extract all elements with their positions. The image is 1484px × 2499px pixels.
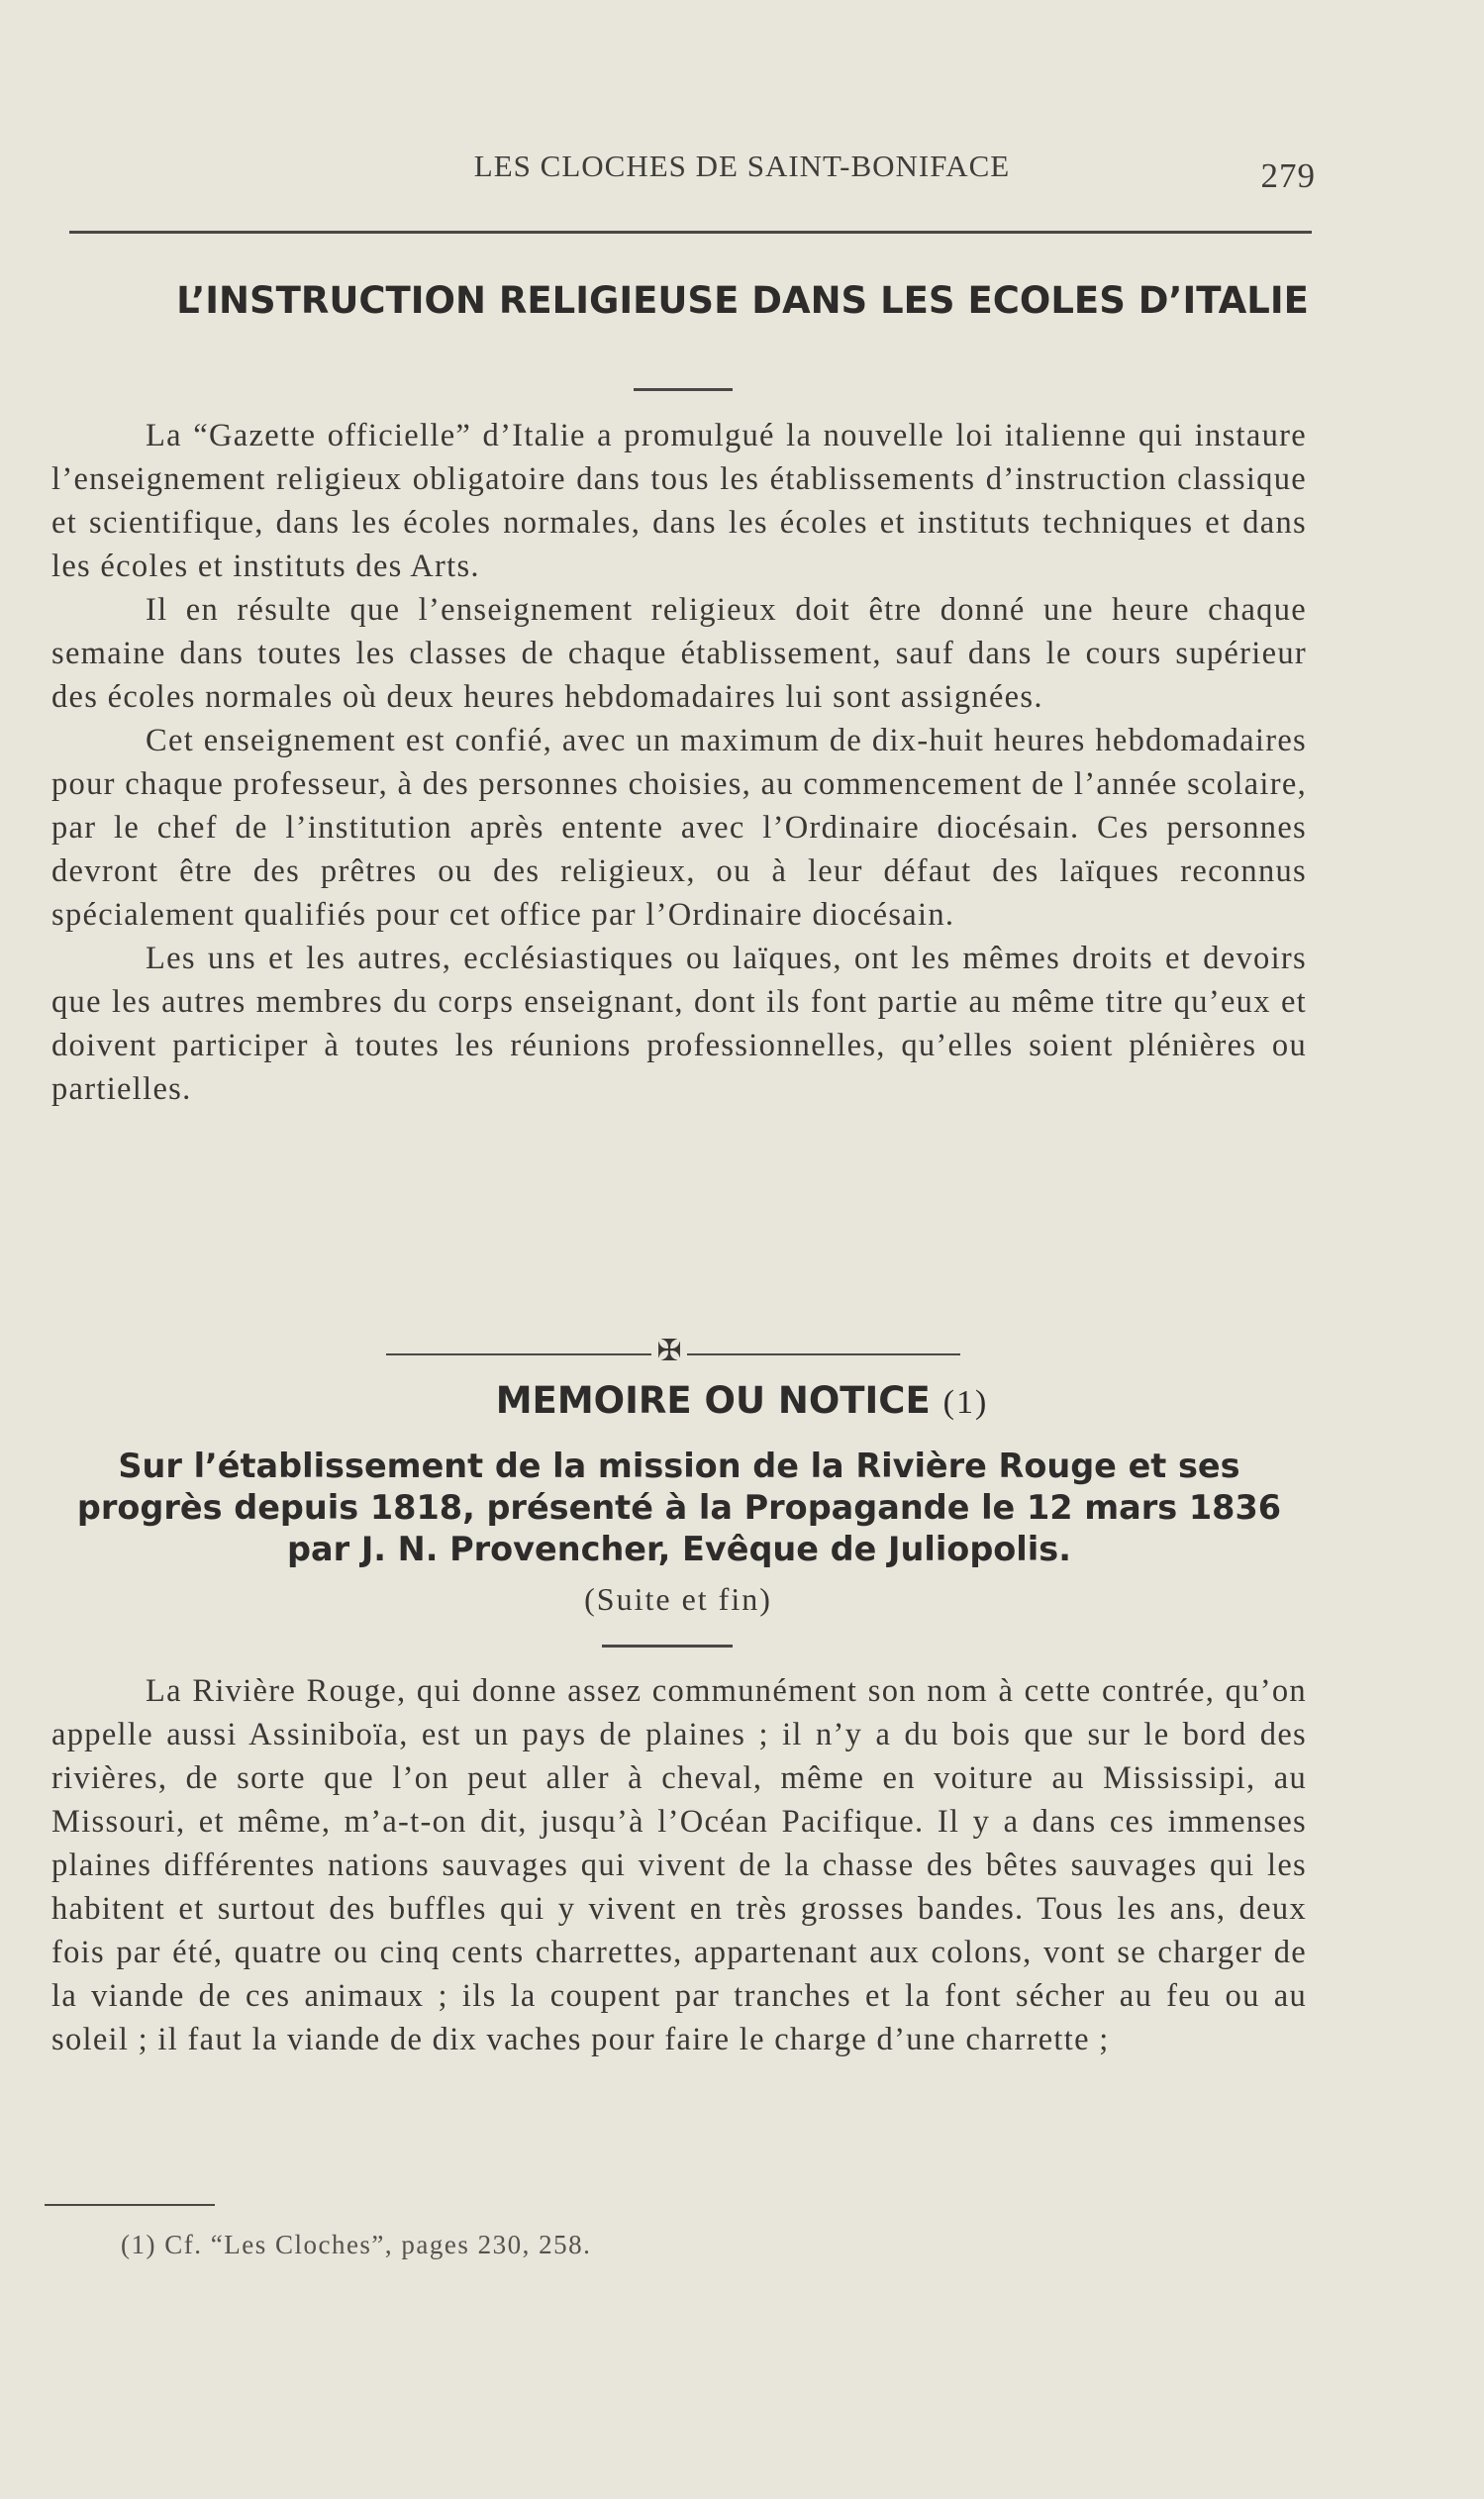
paragraph: Cet enseignement est confié, avec un maximum de dix-huit heures hebdomadaires pour chaque professeur, à des personnes choisies, au commencement de l’année scolaire, par le chef de l’institution après entente avec l’Ordinaire diocésain. Ces personnes devront être des prêtres ou des religieux, ou à leur défaut des laïques reconnus spécialement qualifiés pour cet office par l’Ordinaire diocésain. xyxy=(51,723,1307,933)
article-body xyxy=(51,414,1307,1111)
page-number: 279 xyxy=(1260,156,1316,195)
divider-line-left xyxy=(386,1353,651,1355)
subtitle-rule xyxy=(602,1645,733,1648)
paragraph: Les uns et les autres, ecclésiastiques ou laïques, ont les mêmes droits et devoirs que les autres membres du corps enseignant, dont ils font partie au même titre qu’eux et doivent participer à toutes les réunions professionnelles, qu’elles soient plénières ou partielles. xyxy=(51,941,1307,1107)
paragraph: La “Gazette officielle” d’Italie a promulgué la nouvelle loi italienne qui instaure l’enseignement religieux obligatoire dans tous les établissements d’instruction classique et scientifique, dans les écoles normales, dans les écoles et instituts techniques et dans les écoles et instituts des Arts. xyxy=(51,418,1307,584)
paragraph: La Rivière Rouge, qui donne assez communément son nom à cette contrée, qu’on appelle aussi Assiniboïa, est un pays de plaines ; il n’y a du bois que sur le bord des rivières, de sorte que l’on peut aller à cheval, même en voiture au Mississipi, au Missouri, et même, m’a-t-on dit, jusqu’à l’Océan Pacifique. Il y a dans ces immenses plaines différentes nations sauvages qui vivent de la chasse des bêtes sauvages qui les habitent et surtout des buffles qui y vivent en très grosses bandes. Tous les ans, deux fois par été, quatre ou cinq cents charrettes, appartenant aux colons, vont se charger de la viande de ces animaux ; ils la coupent par tranches et la font sécher au feu ou au soleil ; il faut la viande de dix vaches pour faire le charge d’une charrette ; xyxy=(51,1673,1307,2057)
section-title-text: MEMOIRE OU NOTICE xyxy=(495,1379,931,1422)
continuation-note: (Suite et fin) xyxy=(584,1581,772,1617)
section-body xyxy=(51,1669,1307,2061)
article-title: L’INSTRUCTION RELIGIEUSE DANS LES ECOLES D’ITALIE xyxy=(176,279,1309,322)
footnote-rule xyxy=(45,2204,215,2206)
footnote: (1) Cf. “Les Cloches”, pages 230, 258. xyxy=(121,2230,592,2259)
title-rule xyxy=(634,388,733,391)
section-subtitle: Sur l’établissement de la mission de la Rivière Rouge et ses progrès depuis 1818, présenté à la Propagande le 12 mars 1836 par J. N. Provencher, Evêque de Juliopolis. xyxy=(76,1447,1282,1568)
section-divider xyxy=(386,1334,960,1369)
footnote-reference: (1) xyxy=(942,1384,989,1421)
paragraph: Il en résulte que l’enseignement religieux doit être donné une heure chaque semaine dans toutes les classes de chaque établissement, sauf dans le cours supérieur des écoles normales où deux heures hebdomadaires lui sont assignées. xyxy=(51,592,1307,715)
divider-line-right xyxy=(687,1353,960,1355)
section-title xyxy=(0,1379,1484,1422)
header-rule xyxy=(69,231,1312,234)
running-title: LES CLOCHES DE SAINT-BONIFACE xyxy=(473,149,1011,183)
cross-ornament-icon: ✠ xyxy=(656,1334,682,1368)
